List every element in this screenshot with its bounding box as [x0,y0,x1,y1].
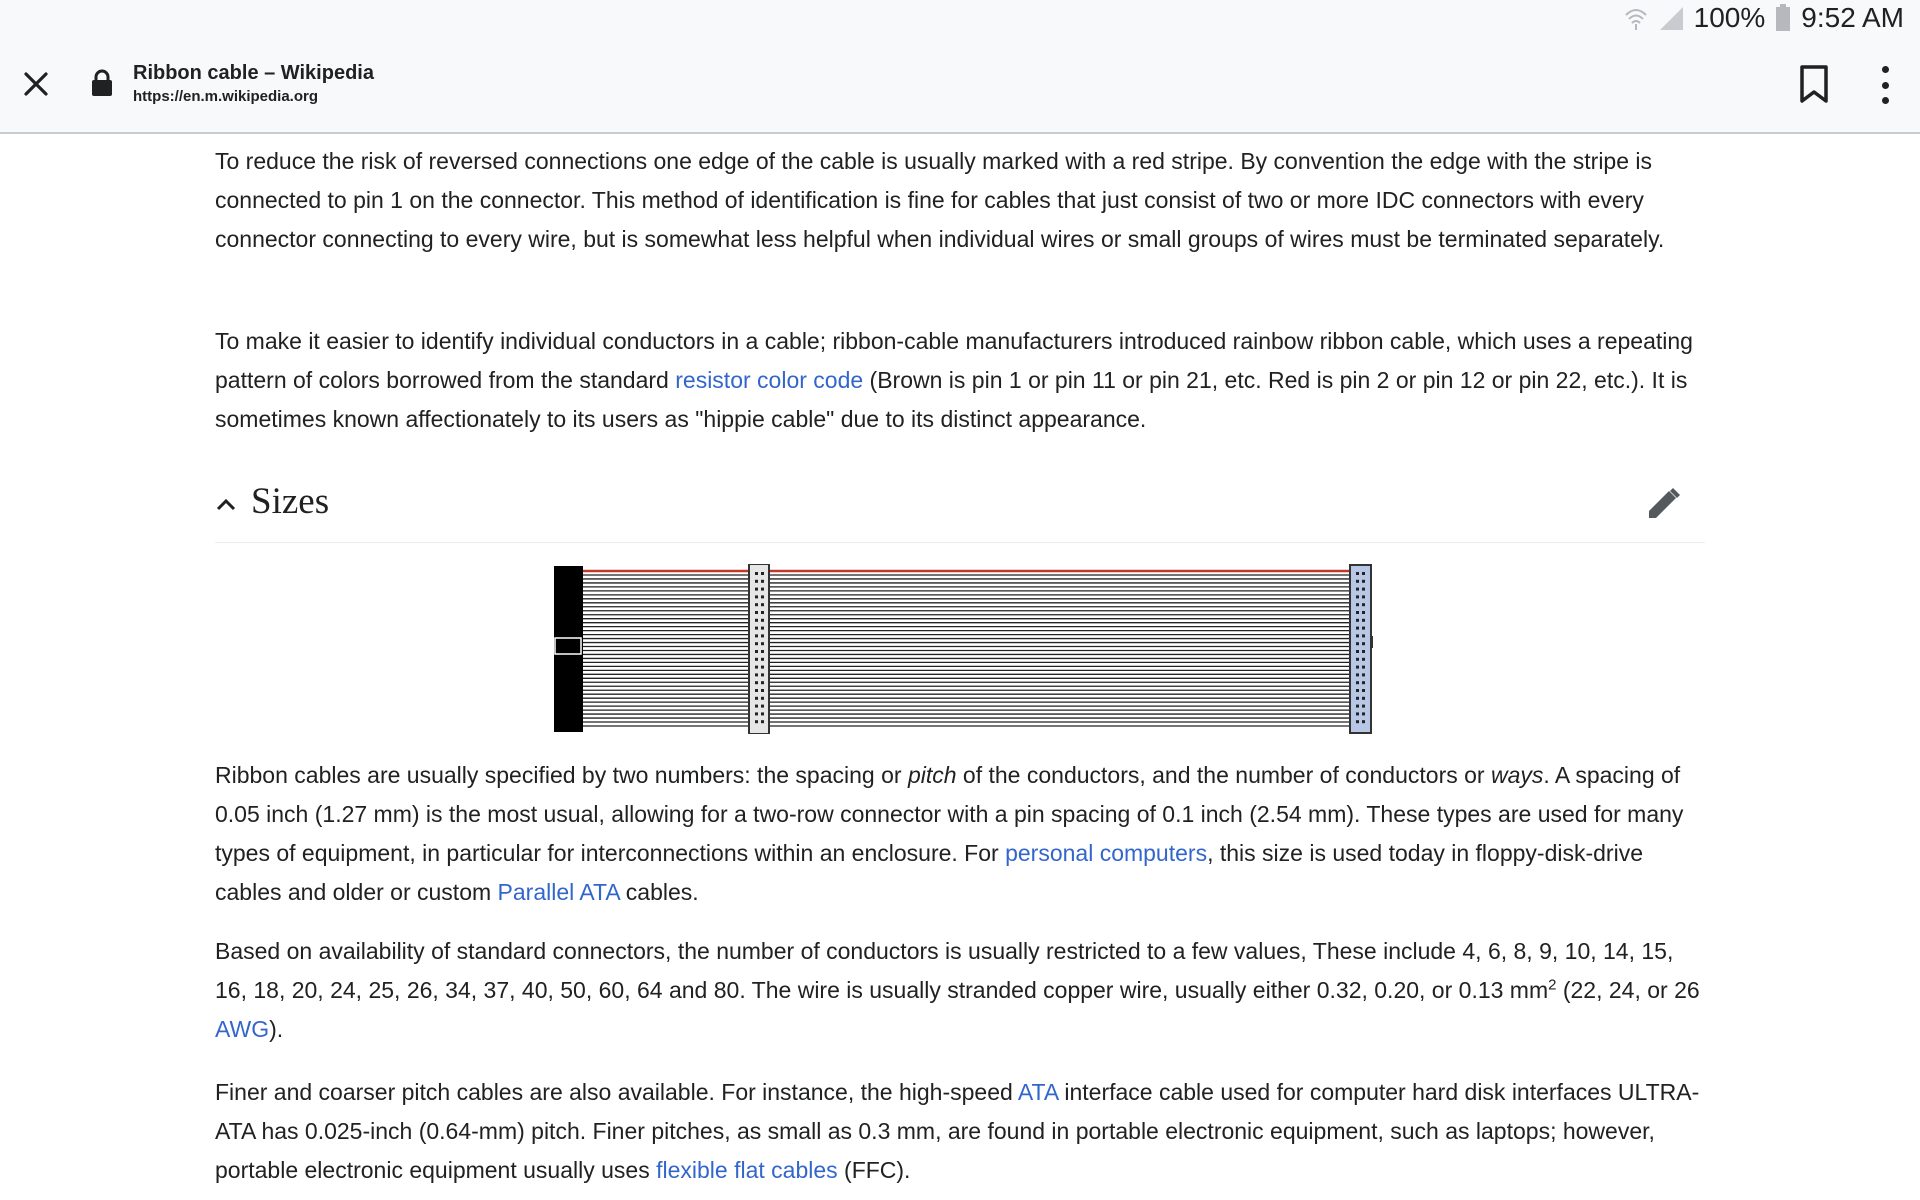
connector-pin [755,658,758,661]
connector-pin [1356,634,1359,637]
connector-pin [1356,650,1359,653]
connector-pin [1362,595,1365,598]
connector-pin [1356,611,1359,614]
connector-pin [1362,642,1365,645]
wifi-icon [1624,5,1648,31]
paragraph-pitch [215,756,1705,912]
text-span: Ribbon cables are usually specified by two numbers: the spacing or [215,762,908,788]
connector-pin [761,697,764,700]
connector-pin [1362,650,1365,653]
text-span: of the conductors, and the number of conductors or [956,762,1491,788]
connector-pin [1362,658,1365,661]
connector-pin [755,642,758,645]
ribbon-cable-image [554,564,1374,734]
paragraph-conductor-counts [215,932,1705,1049]
connector-pin [761,720,764,723]
connector-pin [761,681,764,684]
connector-pin [755,673,758,676]
connector-pin [761,689,764,692]
connector-pin [755,603,758,606]
connector-pin [761,603,764,606]
text-span: . A spacing of 0.05 inch (1.27 mm) is the most usual, allowing for a two-row connector with a pin spacing of 0.1 inch (2.54 mm). These types are used for many types of equipment, in particular for interconnections within an enclosure. For [215,762,1684,866]
superscript: 2 [1548,976,1557,994]
emphasis-ways: ways [1490,762,1544,788]
connector-pin [1362,697,1365,700]
connector-pin [761,642,764,645]
connector-pin [1356,619,1359,622]
connector-pin [1356,588,1359,591]
connector-pin [1356,627,1359,630]
connector-pin [761,627,764,630]
connector-pin [1356,705,1359,708]
signal-icon [1658,5,1684,31]
connector-pin [1362,712,1365,715]
clock: 9:52 AM [1801,2,1904,33]
connector-pin [761,673,764,676]
text-span: ). [269,1016,284,1042]
connector-pin [1362,588,1365,591]
link-ata[interactable]: ATA [1017,1079,1058,1105]
connector-pin [1362,673,1365,676]
connector-pin [755,572,758,575]
text-span: cables. [619,879,699,905]
bookmark-icon[interactable] [1796,64,1832,104]
connector-pin [761,712,764,715]
connector-pin [755,720,758,723]
paragraph-finer-pitch [215,1073,1705,1190]
status-bar-right [1624,0,1904,36]
connector-pin [1356,595,1359,598]
lock-icon [90,68,114,98]
chevron-up-icon[interactable] [215,494,237,516]
left-connector [554,566,583,732]
cable-wires [583,571,1351,726]
connector-pin [755,627,758,630]
connector-pin [755,681,758,684]
connector-pin [761,658,764,661]
connector-pin [1362,611,1365,614]
link-flexible-flat-cables[interactable]: flexible flat cables [656,1157,838,1183]
battery-icon [1775,4,1791,32]
link-resistor-color-code[interactable]: resistor color code [675,367,864,393]
connector-pin [1362,705,1365,708]
connector-pin [1356,720,1359,723]
link-personal-computers[interactable]: personal computers [1005,840,1208,866]
connector-pin [1362,580,1365,583]
connector-pin [761,650,764,653]
connector-pin [761,595,764,598]
connector-pin [1356,603,1359,606]
connector-pin [755,580,758,583]
link-parallel-ata[interactable]: Parallel ATA [497,879,620,905]
link-awg[interactable]: AWG [215,1016,270,1042]
text-span: (FFC). [837,1157,911,1183]
close-button[interactable] [16,64,56,104]
middle-idc-connector [749,564,769,734]
connector-pin [1356,572,1359,575]
text-span: To make it easier to identify individual conductors in a cable; ribbon-cable manufacturers introduced rainbow ribbon cable, which uses a repeating pattern of colors borrowed from the standard [215,328,1693,393]
text-span: (22, 24, or 26 [1556,977,1700,1003]
connector-pin [755,634,758,637]
connector-pin [1362,634,1365,637]
connector-pin [761,634,764,637]
text-span: Based on availability of standard connectors, the number of conductors is usually restricted to a few values, These include 4, 6, 8, 9, 10, 14, 15, 16, 18, 20, 24, 25, 26, 34, 37, 40, 50, 60, 64 and 80. The wire is usually stranded copper wire, usually either 0.32, 0.20, or 0.13 mm [215,938,1674,1003]
right-connector-key [1370,636,1373,648]
section-header-sizes[interactable] [215,472,1705,543]
connector-pin [761,580,764,583]
connector-pin [1356,642,1359,645]
connector-pin [1356,580,1359,583]
connector-pin [755,689,758,692]
status-bar [0,0,1920,36]
connector-pin [755,712,758,715]
connector-pin [761,572,764,575]
paragraph-red-stripe: To reduce the risk of reversed connections one edge of the cable is usually marked with a red stripe. By convention the edge with the stripe is connected to pin 1 on the connector. This method of identification is fine for cables that just consist of two or more IDC connectors with every connector connecting to every wire, but is somewhat less helpful when individual wires or small groups of wires must be terminated separately. [215,148,1665,252]
connector-pin [755,595,758,598]
connector-pin [1356,697,1359,700]
text-span: (Brown is pin 1 or pin 11 or pin 21, etc. Red is pin 2 or pin 12 or pin 22, etc.). It is sometimes known affectionately to its users as "hippie cable" due to its distinct appearance. [215,367,1688,432]
connector-pin [1356,712,1359,715]
connector-pin [1362,627,1365,630]
emphasis-pitch: pitch [907,762,957,788]
connector-pin [761,588,764,591]
connector-pin [1362,619,1365,622]
page-title: Ribbon cable – Wikipedia [133,62,374,84]
connector-pin [1356,666,1359,669]
connector-pin [1356,658,1359,661]
page-url: https://en.m.wikipedia.org [133,88,319,105]
connector-pin [755,666,758,669]
browser-toolbar [0,36,1920,134]
connector-pin [755,611,758,614]
close-icon [23,71,49,97]
text-span: Finer and coarser pitch cables are also available. For instance, the high-speed [215,1079,1018,1105]
page-title-block[interactable] [133,60,374,108]
connector-pin [1362,603,1365,606]
right-idc-connector [1350,565,1371,733]
connector-pin [755,650,758,653]
connector-pin [1362,681,1365,684]
battery-percent: 100% [1693,2,1766,33]
connector-pin [755,697,758,700]
connector-pin [755,619,758,622]
connector-pin [1362,572,1365,575]
connector-pin [755,705,758,708]
section-title: Sizes [251,481,330,522]
connector-pin [1362,720,1365,723]
connector-pin [761,666,764,669]
connector-pin [1362,666,1365,669]
text-span: , this size is used today in floppy-disk-drive cables and older or custom [215,840,1643,905]
connector-pin [1362,689,1365,692]
connector-pin [755,588,758,591]
more-menu-icon[interactable] [1868,66,1902,104]
paragraph-rainbow-cable [215,322,1705,439]
connector-pin [1356,689,1359,692]
connector-pin [1356,673,1359,676]
text-span: interface cable used for computer hard disk interfaces ULTRA-ATA has 0.025-inch (0.64-mm) pitch. Finer pitches, as small as 0.3 mm, are found in portable electronic equipment, such as laptops; however, portable electronic equipment usually uses [215,1079,1700,1183]
connector-pin [761,705,764,708]
edit-pencil-icon[interactable] [1645,486,1681,522]
connector-pin [761,611,764,614]
connector-pin [761,619,764,622]
connector-pin [1356,681,1359,684]
